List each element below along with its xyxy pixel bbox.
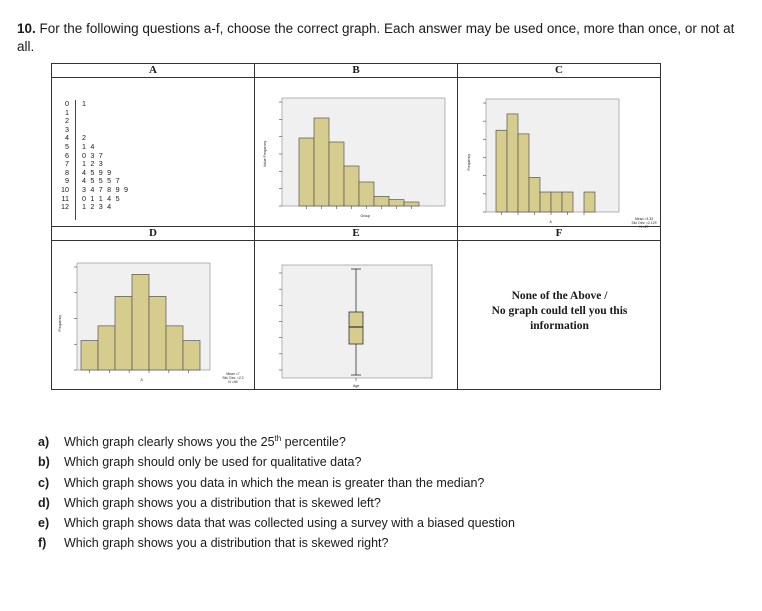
- question-label: e): [38, 515, 50, 530]
- none-of-the-above-text: [458, 289, 661, 334]
- question-text: Which graph shows you a distribution that is skewed left?: [64, 495, 381, 510]
- histogram-bar: [496, 130, 507, 212]
- histogram-bar: [529, 177, 540, 212]
- histogram-bar: [359, 182, 374, 206]
- question-text: Which graph should only be used for qualitative data?: [64, 455, 362, 470]
- stats-label: Std. Dev. =2.2: [222, 376, 244, 380]
- question-text-end: percentile?: [281, 435, 346, 450]
- histogram-bar: [299, 138, 314, 206]
- stem-value: 3: [65, 124, 69, 134]
- stem-value: 10: [61, 184, 69, 194]
- stem-value: 11: [61, 193, 69, 203]
- graph-d-svg: [52, 241, 255, 389]
- question-e: [38, 513, 515, 533]
- histogram-bar: [551, 192, 562, 212]
- histogram-bar: [389, 200, 404, 206]
- histogram-bar: [183, 341, 200, 370]
- question-text: Which graph shows you data in which the mean is greater than the median?: [64, 475, 485, 490]
- graph-c-svg: [458, 78, 661, 229]
- question-list: [38, 429, 515, 553]
- histogram-bar: [115, 296, 132, 370]
- leaf-values: 0 3 7: [82, 150, 104, 160]
- question-label: a): [38, 435, 50, 450]
- graph-d-histogram: [52, 241, 255, 390]
- stats-label: N =46: [228, 380, 238, 384]
- question-label: d): [38, 495, 50, 510]
- graph-b-label: B: [255, 64, 458, 78]
- stats-label: Mean =7: [226, 372, 240, 376]
- question-a: [38, 429, 515, 452]
- leaf-values: 0 1 1 4 5: [82, 193, 121, 203]
- stem-value: 7: [65, 159, 69, 169]
- question-label: c): [38, 475, 50, 490]
- question-text: Which graph clearly shows you the 25: [64, 435, 275, 450]
- leaf-values: 3 4 7 8 9 9: [82, 184, 130, 194]
- histogram-bar: [149, 296, 166, 370]
- stem-value: 8: [65, 167, 69, 177]
- question-text: Which graph shows data that was collected using a survey with a biased question: [64, 515, 515, 530]
- question-instructions: For the following questions a-f, choose the correct graph. Each answer may be used once, more than once, or not at all.: [17, 21, 735, 54]
- question-superscript: th: [274, 434, 282, 443]
- question-d: [38, 493, 515, 513]
- f-line-3: information: [530, 320, 589, 332]
- stem-value: 2: [65, 116, 69, 126]
- question-number: 10.: [17, 21, 36, 36]
- x-axis-label: A: [140, 378, 143, 382]
- leaf-values: 1 2 3 4: [82, 202, 113, 212]
- stem-value: 6: [65, 150, 69, 160]
- leaf-values: 4 5 9 9: [82, 167, 113, 177]
- graph-e-svg: [255, 241, 458, 389]
- stem-value: 12: [61, 202, 69, 212]
- y-axis-label: Frequency: [466, 153, 471, 171]
- graph-e-boxplot: [255, 241, 458, 390]
- graph-e-label: E: [255, 227, 458, 241]
- leaf-values: 1 2 3: [82, 159, 104, 169]
- stem-value: 1: [65, 107, 69, 117]
- x-axis-label: Group: [360, 214, 371, 218]
- y-axis-label: Frequency: [58, 314, 62, 332]
- leaf-values: 2: [82, 133, 88, 143]
- histogram-bar: [584, 192, 595, 212]
- graph-d-label: D: [52, 227, 255, 241]
- question-text: Which graph shows you a distribution that is skewed right?: [64, 536, 389, 551]
- stem-value: 4: [65, 133, 69, 143]
- histogram-bar: [404, 202, 419, 206]
- question-f: [38, 533, 515, 553]
- stem-value: 5: [65, 141, 69, 151]
- graph-b-svg: [255, 78, 458, 226]
- question-label: f): [38, 536, 47, 551]
- histogram-bar: [81, 341, 98, 370]
- stats-label: Mean =3.33: [634, 217, 653, 221]
- graph-c-label: C: [457, 64, 660, 78]
- stats-label: N =27: [639, 225, 649, 229]
- histogram-bar: [329, 142, 344, 206]
- leaf-values: 4 5 5 5 7: [82, 176, 121, 186]
- y-axis-label: Value Frequency: [263, 140, 267, 167]
- stem-value: 0: [65, 99, 69, 108]
- leaf-values: 1 4: [82, 141, 96, 151]
- graph-f-label: F: [457, 227, 660, 241]
- question-heading: [17, 20, 737, 56]
- stem-value: 9: [65, 176, 69, 186]
- graph-a-label: A: [52, 64, 255, 78]
- graph-f-none: [457, 241, 660, 390]
- x-axis-label: Age: [353, 384, 360, 388]
- histogram-bar: [562, 192, 573, 212]
- f-line-1: None of the Above /: [511, 290, 608, 302]
- histogram-bar: [132, 274, 149, 370]
- question-c: [38, 473, 515, 493]
- histogram-bar: [374, 196, 389, 206]
- stats-label: Std. Dev. =2.129: [631, 221, 657, 225]
- histogram-bar: [314, 118, 329, 206]
- question-label: b): [38, 455, 50, 470]
- graph-a-stem-leaf: [52, 78, 255, 227]
- histogram-bar: [507, 114, 518, 212]
- f-line-2: No graph could tell you this: [491, 305, 628, 317]
- graph-c-histogram: [457, 78, 660, 227]
- stem-leaf-divider: [75, 100, 76, 220]
- graph-grid: [51, 63, 661, 390]
- leaf-values: 1: [82, 99, 88, 108]
- histogram-bar: [98, 326, 115, 370]
- graph-b-histogram: [255, 78, 458, 227]
- box: [349, 312, 363, 344]
- histogram-bar: [540, 192, 551, 212]
- question-b: [38, 452, 515, 472]
- x-axis-label: A: [549, 220, 552, 224]
- histogram-bar: [166, 326, 183, 370]
- histogram-bar: [518, 134, 529, 212]
- histogram-bar: [344, 166, 359, 206]
